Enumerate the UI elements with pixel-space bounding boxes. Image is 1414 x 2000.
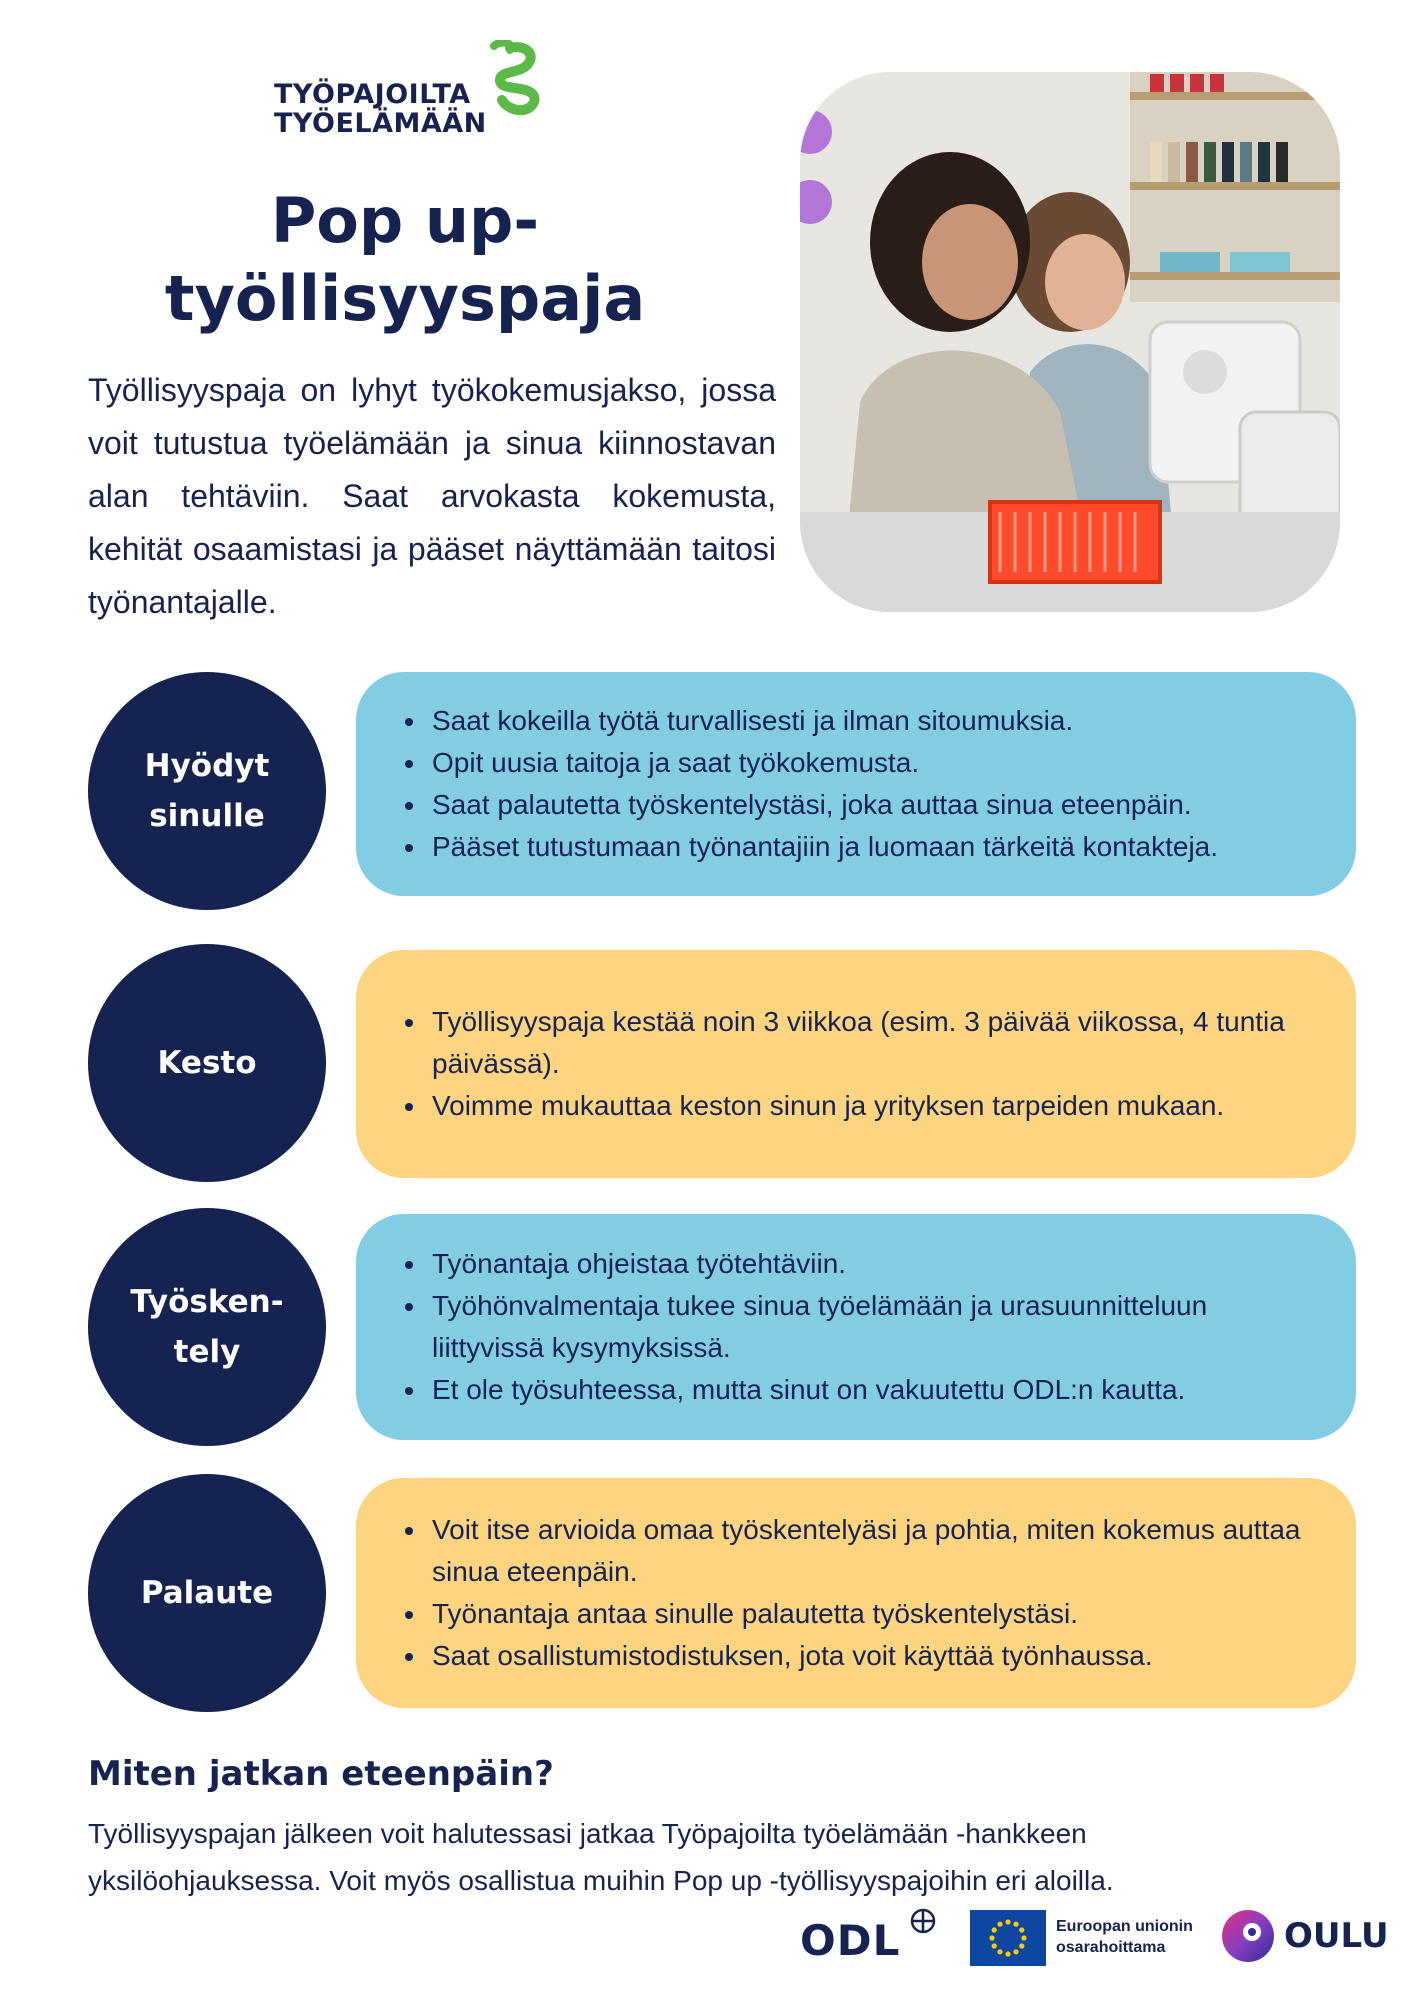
section-label-duration: Kesto: [88, 944, 326, 1182]
section-label-working: Työsken- tely: [88, 1208, 326, 1446]
list-item: • Opit uusia taitoja ja saat työkokemusta.: [428, 742, 1218, 784]
logo-swirl-icon: [470, 40, 550, 120]
logo-text: [274, 80, 487, 138]
oulu-logo-text: OULU: [1284, 1916, 1389, 1956]
intro-paragraph: Työllisyyspaja on lyhyt työkokemusjakso, jossa voit tutustua työelämään ja sinua kiinnostavan alan tehtäviin. Saat arvokasta kokemusta, kehität osaamistasi ja pääset näyttämään taitosi työnantajalle.: [88, 372, 776, 620]
eu-cofunded-logo: [970, 1910, 1200, 1966]
list-item: • Saat osallistumistodistuksen, jota voit käyttää työnhaussa.: [428, 1635, 1316, 1677]
working-list: [396, 1243, 1316, 1411]
section-label-feedback: Palaute: [88, 1474, 326, 1712]
odl-cross-icon: [910, 1908, 936, 1934]
list-item: • Työllisyyspaja kestää noin 3 viikkoa (esim. 3 päivää viikossa, 4 tuntia päivässä).: [428, 1001, 1316, 1085]
logo-line-2: TYÖELÄMÄÄN: [274, 108, 487, 139]
list-item: • Et ole työsuhteessa, mutta sinut on vakuutettu ODL:n kautta.: [428, 1369, 1316, 1411]
oulu-emblem-icon: [1220, 1908, 1276, 1964]
next-steps-text: Työllisyyspajan jälkeen voit halutessasi jatkaa Työpajoilta työelämään -hankkeen yksilöohjauksessa. Voit myös osallistua muihin Pop up -työllisyyspajoihin eri aloilla.: [88, 1818, 1114, 1896]
page-title: [110, 182, 700, 338]
list-item: • Pääset tutustumaan työnantajiin ja luomaan tärkeitä kontakteja.: [428, 826, 1218, 868]
eu-text-line-1: Euroopan unionin: [1056, 1918, 1193, 1935]
eu-text-line-2: osarahoittama: [1056, 1939, 1166, 1956]
logo-line-1: TYÖPAJOILTA: [274, 79, 471, 110]
benefits-list: [396, 700, 1218, 868]
list-item: • Työnantaja antaa sinulle palautetta työskentelystäsi.: [428, 1593, 1316, 1635]
duration-list: [396, 1001, 1316, 1127]
tyopajoilta-logo: [270, 40, 550, 150]
list-item: • Saat kokeilla työtä turvallisesti ja ilman sitoumuksia.: [428, 700, 1218, 742]
list-item: • Työhönvalmentaja tukee sinua työelämään ja urasuunnitteluun liittyvissä kysymyksissä.: [428, 1285, 1316, 1369]
section-box-working: [356, 1214, 1356, 1440]
next-steps-heading: Miten jatkan eteenpäin?: [88, 1754, 554, 1794]
oulu-logo: [1220, 1908, 1389, 1968]
odl-logo: [800, 1908, 940, 1968]
odl-logo-text: ODL: [800, 1916, 901, 1965]
list-item: • Työnantaja ohjeistaa työtehtäviin.: [428, 1243, 1316, 1285]
list-item: • Voimme mukauttaa keston sinun ja yrityksen tarpeiden mukaan.: [428, 1085, 1316, 1127]
eu-text: [1056, 1916, 1193, 1958]
section-label-benefits: Hyödyt sinulle: [88, 672, 326, 910]
section-box-duration: [356, 950, 1356, 1178]
eu-flag-icon: [970, 1910, 1046, 1966]
sewing-photo: [800, 72, 1340, 612]
title-line-1: Pop up-: [270, 184, 540, 257]
section-box-benefits: [356, 672, 1356, 896]
title-line-2: työllisyyspaja: [164, 262, 646, 335]
list-item: • Voit itse arvioida omaa työskentelyäsi ja pohtia, miten kokemus auttaa sinua eteenpäin.: [428, 1509, 1316, 1593]
section-box-feedback: [356, 1478, 1356, 1708]
list-item: • Saat palautetta työskentelystäsi, joka auttaa sinua eteenpäin.: [428, 784, 1218, 826]
feedback-list: [396, 1509, 1316, 1677]
